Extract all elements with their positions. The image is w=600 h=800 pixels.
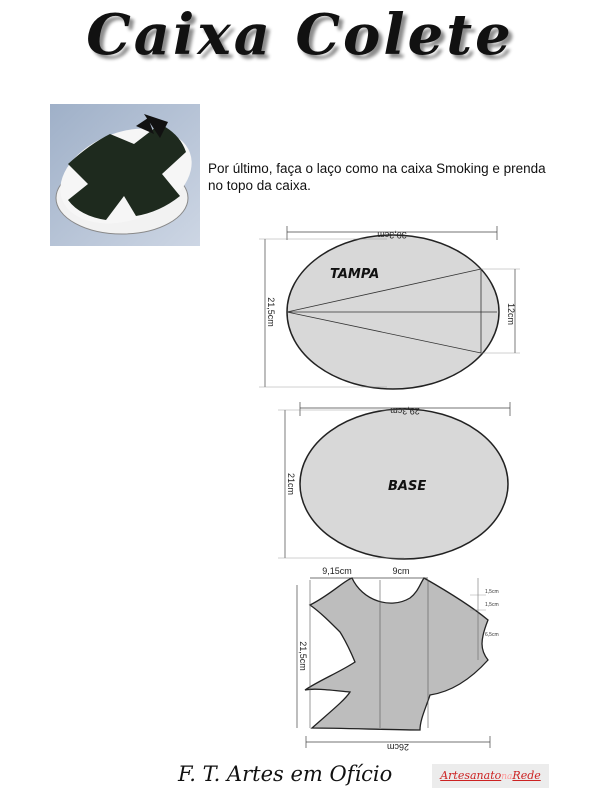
tampa-width-label: 30,3cm xyxy=(377,230,407,240)
logo-text-a: Artesanato xyxy=(440,769,502,782)
footer-author: F. T. Artes em Ofício xyxy=(178,762,393,786)
instructions-text: Por último, faça o laço como na caixa Smoking e prenda no topo da caixa. xyxy=(208,161,546,193)
tampa-label: TAMPA xyxy=(330,267,380,282)
base-height-label: 21cm xyxy=(286,472,296,496)
base-width-label: 29,3cm xyxy=(390,406,420,416)
colete-seg-left-label: 9,15cm xyxy=(322,566,352,576)
logo-text-b: na xyxy=(501,772,513,782)
colete-piece xyxy=(297,566,499,752)
footer-logo xyxy=(432,764,549,788)
logo-text-c: Rede xyxy=(512,769,541,782)
tampa-tri-height-label: 12cm xyxy=(506,302,516,326)
colete-small-a-label: 1,5cm xyxy=(485,589,499,595)
colete-small-b-label: 1,5cm xyxy=(485,602,499,608)
colete-small-c-label: 6,5cm xyxy=(485,632,499,638)
page-title: Caixa Colete xyxy=(86,2,514,68)
colete-seg-mid-label: 9cm xyxy=(392,566,410,576)
colete-height-label: 21,5cm xyxy=(298,641,308,671)
base-piece xyxy=(278,402,510,559)
base-label: BASE xyxy=(388,479,427,494)
colete-width-label: 26cm xyxy=(386,742,410,752)
tampa-piece xyxy=(259,226,520,389)
tampa-height-label: 21,5cm xyxy=(266,297,276,327)
